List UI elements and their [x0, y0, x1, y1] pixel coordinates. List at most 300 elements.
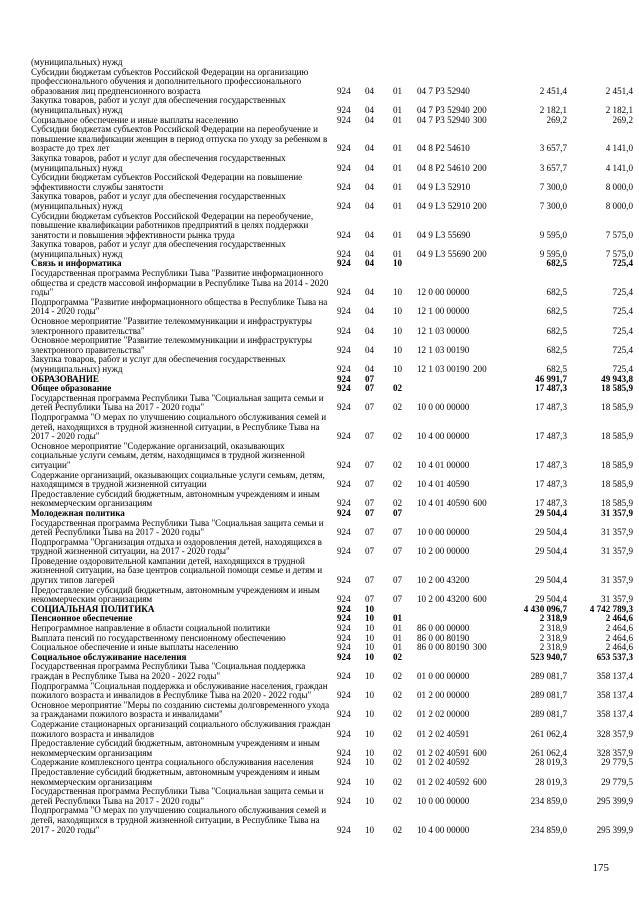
- subsection-code: 02: [393, 498, 403, 509]
- ved-code: 924: [337, 747, 351, 758]
- section-code: 07: [365, 431, 375, 442]
- row-name: Содержание комплексного центра социального обслуживания населения: [31, 757, 314, 768]
- ved-code: 924: [337, 507, 351, 518]
- section-code: 07: [365, 402, 375, 413]
- ved-code: 924: [337, 229, 351, 240]
- target-article-code: 10 2 00 00000: [417, 546, 470, 557]
- ved-code: 924: [337, 306, 351, 317]
- table-row: [31, 172, 633, 192]
- row-name: Государственная программа Республики Тыва "Социальная поддержка граждан в Республике Тыва на 2020 - 2022 годы": [31, 661, 306, 681]
- row-name: Подпрограмма "Социальная поддержка и обслуживание населения, граждан пожилого возраста и инвалидов в Республике Тыва на 2020 - 2022 годы": [31, 680, 328, 701]
- amount-year-2: 2 464,6: [605, 613, 633, 624]
- section-code: 10: [365, 776, 375, 787]
- amount-year-1: 29 504,4: [535, 546, 567, 557]
- subsection-code: 10: [393, 344, 403, 355]
- table-row: [31, 95, 633, 115]
- amount-year-1: 289 081,7: [530, 690, 567, 701]
- section-code: 07: [365, 527, 375, 538]
- amount-year-1: 2 318,9: [539, 623, 567, 634]
- ved-code: 924: [337, 671, 351, 681]
- row-name: Субсидии бюджетам субъектов Российской Федерации на организацию профессионального обучения и дополнительного профессионального образования лиц предпенсионного возраста: [31, 66, 309, 96]
- target-article-code: 01 2 02 40592: [417, 757, 470, 768]
- table-row: [31, 680, 633, 701]
- ved-code: 924: [337, 527, 351, 538]
- ved-code: 924: [337, 546, 351, 557]
- amount-year-2: 4 141,0: [605, 162, 633, 173]
- amount-year-1: 682,5: [546, 364, 567, 374]
- amount-year-1: 2 318,9: [539, 613, 567, 624]
- section-code: 04: [365, 364, 375, 374]
- subsection-code: 02: [393, 383, 403, 394]
- amount-year-2: 18 585,9: [601, 498, 633, 509]
- ved-code: 924: [337, 613, 351, 624]
- table-row: [31, 239, 633, 259]
- target-article-code: 86 0 00 00000: [417, 623, 470, 634]
- row-name: Предоставление субсидий бюджетным, автономным учреждениям и иным некоммерческим организациям: [31, 488, 320, 509]
- row-name: Молодежная политика: [31, 507, 125, 518]
- section-code: 04: [365, 306, 375, 317]
- amount-year-1: 7 300,0: [539, 181, 567, 192]
- subsection-code: 07: [393, 507, 403, 518]
- row-name: Подпрограмма "Развитие информационного общества в Республике Тыва на 2014 - 2020 годы": [31, 296, 328, 317]
- subsection-code: 01: [393, 642, 403, 653]
- section-code: 04: [365, 229, 375, 240]
- section-code: 10: [365, 728, 375, 739]
- subsection-code: 02: [393, 651, 403, 662]
- section-code: 04: [365, 287, 375, 298]
- target-article-code: 12 1 00 00000: [417, 306, 470, 317]
- target-article-code: 10 0 00 00000: [417, 402, 470, 413]
- section-code: 07: [365, 383, 375, 394]
- subsection-code: 10: [393, 306, 403, 317]
- amount-year-1: 682,5: [546, 344, 567, 355]
- section-code: 10: [365, 690, 375, 701]
- amount-year-1: 17 487,3: [535, 402, 567, 413]
- ved-code: 924: [337, 143, 351, 154]
- section-code: 10: [365, 642, 375, 653]
- amount-year-2: 29 779,5: [601, 776, 633, 787]
- amount-year-1: 29 504,4: [535, 575, 567, 586]
- row-name: Закупка товаров, работ и услуг для обеспечения государственных (муниципальных) нужд: [31, 239, 286, 259]
- expense-type-code: 200: [473, 364, 487, 374]
- row-name: Содержание организаций, оказывающих социальные услуги семьям, детям, находящимся в трудной жизненной ситуации: [31, 469, 325, 490]
- ved-code: 924: [337, 287, 351, 298]
- amount-year-2: 725,4: [612, 258, 633, 269]
- ved-code: 924: [337, 709, 351, 720]
- table-row: [31, 555, 633, 586]
- subsection-code: 01: [393, 143, 403, 154]
- section-code: 07: [365, 546, 375, 557]
- ved-code: 924: [337, 373, 351, 384]
- amount-year-2: 31 357,9: [601, 594, 633, 605]
- section-code: 04: [365, 325, 375, 336]
- ved-code: 924: [337, 603, 351, 614]
- section-code: 10: [365, 651, 375, 662]
- amount-year-2: 29 779,5: [601, 757, 633, 768]
- table-row: [31, 536, 633, 557]
- amount-year-2: 295 399,9: [596, 795, 633, 806]
- row-name: Социальное обеспечение и иные выплаты населению: [31, 642, 239, 653]
- ved-code: 924: [337, 757, 351, 768]
- subsection-code: 01: [393, 162, 403, 173]
- target-article-code: 10 4 00 00000: [417, 824, 470, 835]
- amount-year-1: 3 657,7: [539, 143, 567, 154]
- target-article-code: 01 0 00 00000: [417, 671, 470, 681]
- subsection-code: 01: [393, 632, 403, 643]
- amount-year-1: 261 062,4: [530, 747, 567, 758]
- expense-type-code: 200: [473, 200, 487, 211]
- amount-year-1: 682,5: [546, 306, 567, 317]
- row-name: Субсидии бюджетам субъектов Российской Федерации на переобучение, повышение квалификации работников предприятий в целях поддержки занятости и повышения эффективности рынка труда: [31, 210, 314, 240]
- row-name: СОЦИАЛЬНАЯ ПОЛИТИКА: [31, 603, 155, 614]
- table-row: [31, 335, 633, 355]
- ved-code: 924: [337, 728, 351, 739]
- target-article-code: 12 0 00 00000: [417, 287, 470, 298]
- target-article-code: 04 9 L3 52910: [417, 200, 471, 211]
- subsection-code: 10: [393, 258, 403, 269]
- table-row: [31, 738, 633, 758]
- amount-year-2: 31 357,9: [601, 527, 633, 538]
- amount-year-1: 17 487,3: [535, 431, 567, 442]
- ved-code: 924: [337, 402, 351, 413]
- ved-code: 924: [337, 632, 351, 643]
- ved-code: 924: [337, 498, 351, 509]
- target-article-code: 10 2 00 43200: [417, 594, 470, 605]
- ved-code: 924: [337, 479, 351, 490]
- table-row: [31, 191, 633, 211]
- budget-table: [31, 57, 633, 835]
- target-article-code: 12 1 03 00190: [417, 364, 470, 374]
- section-code: 10: [365, 623, 375, 634]
- subsection-code: 07: [393, 594, 403, 605]
- expense-type-code: 200: [473, 162, 487, 173]
- amount-year-2: 18 585,9: [601, 402, 633, 413]
- amount-year-2: 725,4: [612, 344, 633, 355]
- amount-year-2: 7 575,0: [605, 248, 633, 259]
- expense-type-code: 600: [473, 594, 487, 605]
- target-article-code: 04 9 L3 52910: [417, 181, 471, 192]
- table-row: [31, 805, 633, 835]
- table-row: [31, 699, 633, 720]
- row-name: Государственная программа Республики Тыва "Социальная защита семьи и детей Республики Тыва на 2017 - 2020 годы": [31, 517, 324, 538]
- page-number: 175: [592, 862, 609, 874]
- row-name: Подпрограмма "О мерах по улучшению социального обслуживания семей и детей, находящихся в трудной жизненной ситуации, в Республике Тыва на 2017 - 2020 годы": [31, 411, 327, 442]
- section-code: 10: [365, 747, 375, 758]
- amount-year-2: 8 000,0: [605, 181, 633, 192]
- amount-year-2: 358 137,4: [596, 671, 633, 681]
- amount-year-2: 725,4: [612, 364, 633, 374]
- amount-year-2: 269,2: [612, 114, 633, 125]
- amount-year-2: 358 137,4: [596, 690, 633, 701]
- amount-year-1: 28 019,3: [535, 776, 567, 787]
- row-name: Подпрограмма "О мерах по улучшению социального обслуживания семей и детей, находящихся в трудной жизненной ситуации, в Республике Тыва на 2017 - 2020 годы": [31, 805, 327, 835]
- amount-year-1: 682,5: [546, 325, 567, 336]
- target-article-code: 10 4 01 00000: [417, 459, 470, 470]
- row-name: Предоставление субсидий бюджетным, автономным учреждениям и иным некоммерческим организациям: [31, 766, 320, 787]
- amount-year-2: 49 943,8: [601, 373, 633, 384]
- amount-year-2: 4 141,0: [605, 143, 633, 154]
- subsection-code: 02: [393, 402, 403, 413]
- row-name: Выплата пенсий по государственному пенсионному обеспечению: [31, 632, 286, 643]
- table-row: [31, 766, 633, 787]
- target-article-code: 01 2 02 40591: [417, 747, 470, 758]
- target-article-code: 04 8 P2 54610: [417, 143, 470, 154]
- amount-year-2: 18 585,9: [601, 383, 633, 394]
- amount-year-1: 29 504,4: [535, 507, 567, 518]
- amount-year-2: 31 357,9: [601, 546, 633, 557]
- section-code: 10: [365, 757, 375, 768]
- section-code: 04: [365, 200, 375, 211]
- ved-code: 924: [337, 344, 351, 355]
- section-code: 04: [365, 344, 375, 355]
- amount-year-1: 2 182,1: [539, 104, 567, 115]
- amount-year-1: 7 300,0: [539, 200, 567, 211]
- expense-type-code: 600: [473, 776, 487, 787]
- subsection-code: 01: [393, 229, 403, 240]
- section-code: 04: [365, 181, 375, 192]
- ved-code: 924: [337, 248, 351, 259]
- section-code: 10: [365, 671, 375, 681]
- row-name: Пенсионное обеспечение: [31, 613, 133, 624]
- amount-year-2: 2 451,4: [605, 85, 633, 96]
- ved-code: 924: [337, 651, 351, 662]
- table-row: [31, 354, 633, 374]
- amount-year-1: 9 595,0: [539, 229, 567, 240]
- subsection-code: 02: [393, 757, 403, 768]
- ved-code: 924: [337, 181, 351, 192]
- row-name: Государственная программа Республики Тыва "Социальная защита семьи и детей Республики Тыва на 2017 - 2020 годы": [31, 392, 324, 413]
- subsection-code: 01: [393, 85, 403, 96]
- row-name: Основное мероприятие "Развитие телекоммуникации и инфраструктуры электронного правительства": [31, 316, 313, 336]
- amount-year-1: 2 318,9: [539, 632, 567, 643]
- subsection-code: 02: [393, 776, 403, 787]
- target-article-code: 86 0 00 80190: [417, 632, 470, 643]
- table-row: [31, 517, 633, 538]
- row-name: Предоставление субсидий бюджетным, автономным учреждениям и иным некоммерческим организациям: [31, 738, 320, 758]
- ved-code: 924: [337, 104, 351, 115]
- ved-code: 924: [337, 200, 351, 211]
- subsection-code: 02: [393, 459, 403, 470]
- subsection-code: 01: [393, 248, 403, 259]
- row-name: Субсидии бюджетам субъектов Российской Федерации на переобучение и повышение квалификации женщин в период отпуска по уходу за ребенком в возрасте до трех лет: [31, 124, 328, 154]
- row-name: Закупка товаров, работ и услуг для обеспечения государственных (муниципальных) нужд: [31, 191, 286, 211]
- amount-year-2: 31 357,9: [601, 575, 633, 586]
- ved-code: 924: [337, 594, 351, 605]
- target-article-code: 10 4 01 40590: [417, 498, 470, 509]
- section-code: 07: [365, 498, 375, 509]
- target-article-code: 86 0 00 80190: [417, 642, 470, 653]
- ved-code: 924: [337, 776, 351, 787]
- expense-type-code: 200: [473, 104, 487, 115]
- amount-year-1: 289 081,7: [530, 671, 567, 681]
- row-name: Субсидии бюджетам субъектов Российской Федерации на повышение эффективности службы занятости: [31, 172, 303, 192]
- ved-code: 924: [337, 364, 351, 374]
- row-name: Предоставление субсидий бюджетным, автономным учреждениям и иным некоммерческим организациям: [31, 584, 320, 605]
- section-code: 10: [365, 795, 375, 806]
- target-article-code: 10 0 00 00000: [417, 527, 470, 538]
- target-article-code: 04 7 P3 52940: [417, 114, 470, 125]
- section-code: 04: [365, 85, 375, 96]
- table-row: [31, 296, 633, 317]
- section-code: 10: [365, 632, 375, 643]
- amount-year-2: 725,4: [612, 325, 633, 336]
- ved-code: 924: [337, 459, 351, 470]
- amount-year-2: 653 537,3: [596, 651, 633, 662]
- amount-year-2: 31 357,9: [601, 507, 633, 518]
- amount-year-1: 3 657,7: [539, 162, 567, 173]
- ved-code: 924: [337, 258, 351, 269]
- subsection-code: 02: [393, 479, 403, 490]
- row-name: Социальное обслуживание населения: [31, 651, 187, 662]
- amount-year-2: 725,4: [612, 287, 633, 298]
- ved-code: 924: [337, 575, 351, 586]
- expense-type-code: 300: [473, 642, 487, 653]
- amount-year-1: 682,5: [546, 258, 567, 269]
- amount-year-1: 523 940,7: [530, 651, 567, 662]
- ved-code: 924: [337, 162, 351, 173]
- ved-code: 924: [337, 383, 351, 394]
- amount-year-2: 7 575,0: [605, 229, 633, 240]
- subsection-code: 01: [393, 181, 403, 192]
- amount-year-1: 269,2: [546, 114, 567, 125]
- row-name: Основное мероприятие "Развитие телекоммуникации и инфраструктуры электронного правительства": [31, 335, 313, 355]
- row-name: Основное мероприятие "Содержание организаций, оказывающих социальные услуги семьям, детям, находящимся в трудной жизненной ситуации": [31, 440, 305, 470]
- section-code: 10: [365, 824, 375, 835]
- ved-code: 924: [337, 795, 351, 806]
- subsection-code: 02: [393, 747, 403, 758]
- ved-code: 924: [337, 642, 351, 653]
- amount-year-2: 18 585,9: [601, 479, 633, 490]
- subsection-code: 02: [393, 709, 403, 720]
- amount-year-2: 2 464,6: [605, 642, 633, 653]
- subsection-code: 02: [393, 795, 403, 806]
- section-code: 07: [365, 373, 375, 384]
- expense-type-code: 600: [473, 498, 487, 509]
- table-row: [31, 718, 633, 739]
- target-article-code: 04 9 L3 55690: [417, 248, 471, 259]
- amount-year-2: 2 464,6: [605, 623, 633, 634]
- expense-type-code: 300: [473, 114, 487, 125]
- target-article-code: 04 7 P3 52940: [417, 85, 470, 96]
- subsection-code: 07: [393, 546, 403, 557]
- target-article-code: 04 9 L3 55690: [417, 229, 471, 240]
- subsection-code: 01: [393, 114, 403, 125]
- amount-year-2: 18 585,9: [601, 459, 633, 470]
- table-row: [31, 469, 633, 490]
- row-name: Государственная программа Республики Тыва "Развитие информационного общества и средств массовой информации в Республике Тыва на 2014 - 2020 годы": [31, 268, 329, 298]
- row-name: Закупка товаров, работ и услуг для обеспечения государственных (муниципальных) нужд: [31, 354, 286, 374]
- amount-year-2: 295 399,9: [596, 824, 633, 835]
- section-code: 07: [365, 594, 375, 605]
- target-article-code: 10 0 00 00000: [417, 795, 470, 806]
- amount-year-1: 289 081,7: [530, 709, 567, 720]
- subsection-code: 01: [393, 104, 403, 115]
- expense-type-code: 200: [473, 248, 487, 259]
- row-name: Проведение оздоровительной кампании детей, находящихся в трудной жизненной ситуации, на базе центров социальной помощи семье и детям и других типов лагерей: [31, 555, 323, 586]
- amount-year-1: 46 991,7: [535, 373, 567, 384]
- amount-year-1: 234 859,0: [530, 824, 567, 835]
- amount-year-2: 2 464,6: [605, 632, 633, 643]
- target-article-code: 04 8 P2 54610: [417, 162, 470, 173]
- target-article-code: 01 2 00 00000: [417, 690, 470, 701]
- row-name: Подпрограмма "Организация отдыха и оздоровления детей, находящихся в трудной жизненной ситуации, на 2017 - 2020 годы": [31, 536, 322, 557]
- section-code: 07: [365, 507, 375, 518]
- row-name: (муниципальных) нужд: [31, 57, 123, 67]
- section-code: 04: [365, 248, 375, 259]
- amount-year-2: 18 585,9: [601, 431, 633, 442]
- row-name: ОБРАЗОВАНИЕ: [31, 373, 99, 384]
- subsection-code: 07: [393, 527, 403, 538]
- subsection-code: 02: [393, 824, 403, 835]
- amount-year-2: 358 137,4: [596, 709, 633, 720]
- amount-year-1: 17 487,3: [535, 459, 567, 470]
- ved-code: 924: [337, 431, 351, 442]
- row-name: Закупка товаров, работ и услуг для обеспечения государственных (муниципальных) нужд: [31, 95, 286, 115]
- section-code: 04: [365, 258, 375, 269]
- table-row: [31, 316, 633, 336]
- amount-year-1: 234 859,0: [530, 795, 567, 806]
- amount-year-2: 328 357,9: [596, 728, 633, 739]
- table-row: [31, 584, 633, 605]
- amount-year-2: 2 182,1: [605, 104, 633, 115]
- amount-year-1: 4 430 096,7: [523, 603, 567, 614]
- target-article-code: 01 2 02 40592: [417, 776, 470, 787]
- ved-code: 924: [337, 824, 351, 835]
- target-article-code: 04 7 P3 52940: [417, 104, 470, 115]
- amount-year-1: 9 595,0: [539, 248, 567, 259]
- amount-year-1: 2 318,9: [539, 642, 567, 653]
- section-code: 07: [365, 479, 375, 490]
- ved-code: 924: [337, 114, 351, 125]
- table-row: [31, 488, 633, 509]
- section-code: 07: [365, 575, 375, 586]
- amount-year-2: 725,4: [612, 306, 633, 317]
- amount-year-1: 29 504,4: [535, 527, 567, 538]
- ved-code: 924: [337, 623, 351, 634]
- subsection-code: 02: [393, 671, 403, 681]
- subsection-code: 01: [393, 613, 403, 624]
- target-article-code: 01 2 02 00000: [417, 709, 470, 720]
- subsection-code: 10: [393, 364, 403, 374]
- table-row: [31, 66, 633, 97]
- subsection-code: 10: [393, 325, 403, 336]
- target-article-code: 10 2 00 43200: [417, 575, 470, 586]
- amount-year-1: 682,5: [546, 287, 567, 298]
- amount-year-1: 28 019,3: [535, 757, 567, 768]
- subsection-code: 02: [393, 728, 403, 739]
- ved-code: 924: [337, 690, 351, 701]
- row-name: Общее образование: [31, 383, 112, 394]
- ved-code: 924: [337, 85, 351, 96]
- amount-year-1: 17 487,3: [535, 479, 567, 490]
- amount-year-2: 328 357,9: [596, 747, 633, 758]
- section-code: 04: [365, 114, 375, 125]
- ved-code: 924: [337, 325, 351, 336]
- section-code: 10: [365, 613, 375, 624]
- row-name: Социальное обеспечение и иные выплаты населению: [31, 114, 239, 125]
- section-code: 07: [365, 459, 375, 470]
- row-name: Содержание стационарных организаций социального обслуживания граждан пожилого возраста и инвалидов: [31, 718, 331, 739]
- expense-type-code: 600: [473, 747, 487, 758]
- subsection-code: 02: [393, 431, 403, 442]
- table-row: [31, 210, 633, 241]
- table-row: [31, 268, 633, 298]
- amount-year-1: 2 451,4: [539, 85, 567, 96]
- section-code: 04: [365, 162, 375, 173]
- subsection-code: 10: [393, 287, 403, 298]
- table-row: [31, 411, 633, 442]
- table-row: [31, 786, 633, 806]
